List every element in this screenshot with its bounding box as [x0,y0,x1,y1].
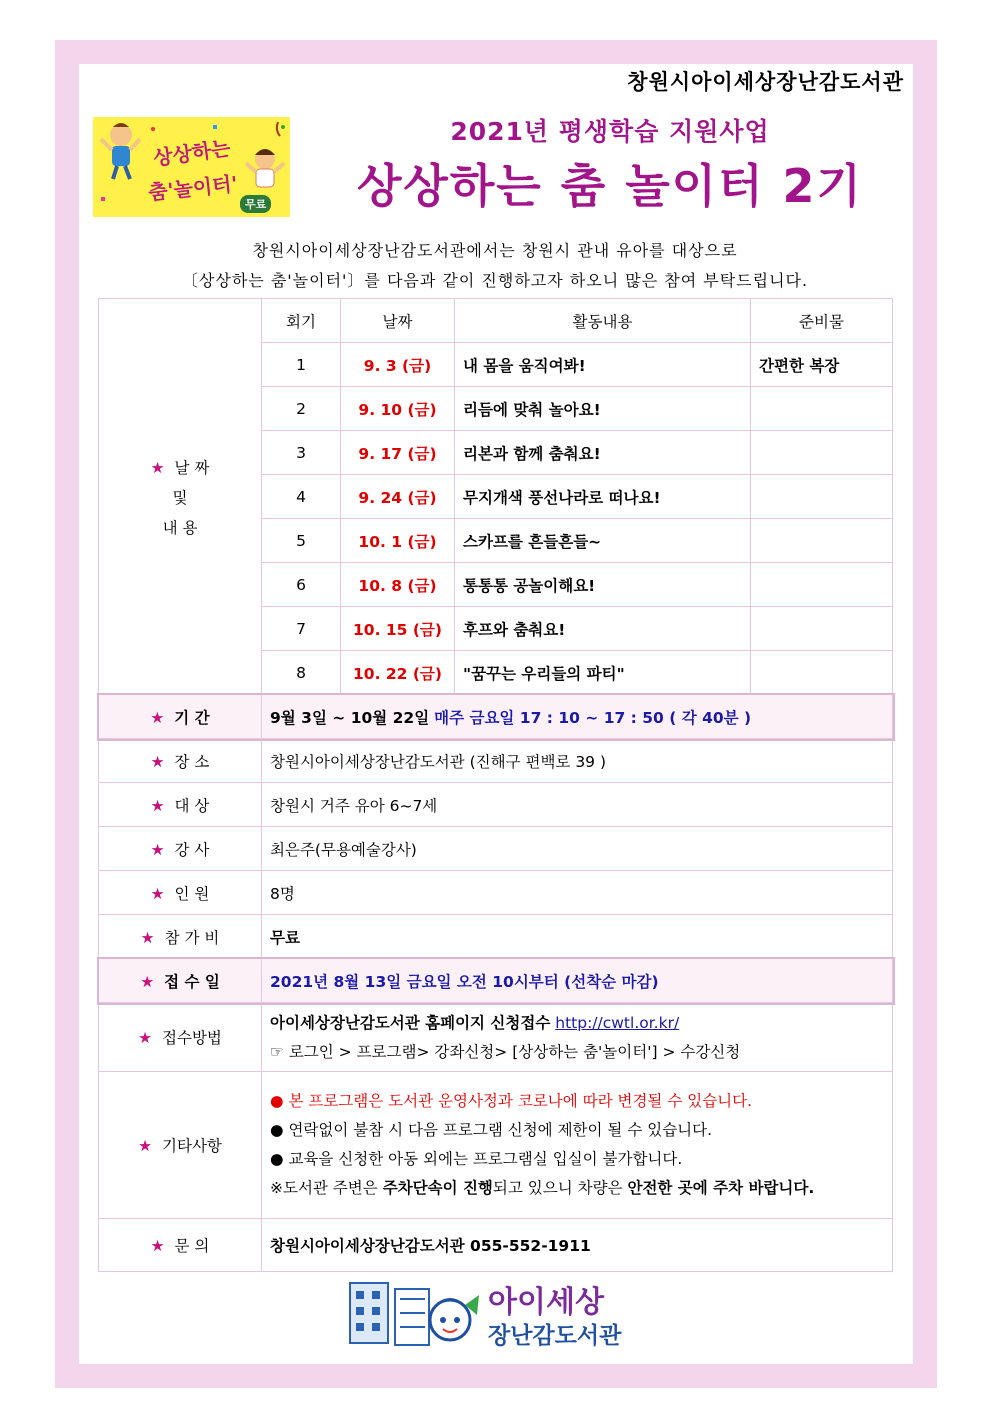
target-value: 창원시 거주 유아 6~7세 [262,783,893,827]
session-date: 9. 24 (금) [341,475,455,519]
method-value-cell [262,1003,893,1072]
session-date: 9. 10 (금) [341,387,455,431]
contact-label-cell [99,1219,262,1272]
session-activity: 스카프를 흔들흔들~ [455,519,751,563]
header-no: 회기 [262,299,341,343]
etc-note-4a: ※도서관 주변은 [270,1179,383,1197]
session-activity: 후프와 춤춰요! [455,607,751,651]
teacher-row [99,827,893,871]
reception-value: 2021년 8월 13일 금요일 오전 10시부터 (선착순 마감) [262,959,893,1003]
place-value: 창원시아이세상장난감도서관 (진해구 편백로 39 ) [262,739,893,783]
session-activity: 리듬에 맞춰 놀아요! [455,387,751,431]
free-badge: 무료 [240,195,271,213]
etc-label-cell [99,1072,262,1219]
footer-logo-bottom: 장난감도서관 [488,1323,622,1349]
session-no: 2 [262,387,341,431]
etc-note-1: ● 본 프로그램은 도서관 운영사정과 코로나에 따라 변경될 수 있습니다. [270,1092,753,1110]
star-icon: ★ [150,884,165,903]
footer-logo-top: 아이세상 [488,1285,604,1320]
schedule-label-line1: 날 짜 [174,458,210,477]
period-label: 기 간 [174,708,210,727]
session-no: 6 [262,563,341,607]
session-date: 10. 22 (금) [341,651,455,695]
etc-label: 기타사항 [162,1137,222,1155]
star-icon: ★ [138,1137,152,1155]
session-activity: 통통통 공놀이해요! [455,563,751,607]
contact-label: 문 의 [174,1237,210,1255]
method-line2: ☞ 로그인 > 프로그램> 강좌신청> [상상하는 춤'놀이터'] > 수강신청 [270,1043,741,1061]
session-prep [751,563,893,607]
fee-label-cell [99,915,262,959]
teacher-label: 강 사 [174,840,210,859]
session-prep [751,607,893,651]
place-label: 장 소 [174,752,210,771]
session-activity: 내 몸을 움직여봐! [455,343,751,387]
session-prep [751,519,893,563]
star-icon: ★ [138,1029,152,1047]
header-prep: 준비물 [751,299,893,343]
session-no: 8 [262,651,341,695]
etc-note-3: ● 교육을 신청한 아동 외에는 프로그램실 입실이 불가합니다. [270,1150,683,1168]
star-icon: ★ [140,972,155,991]
fee-label: 참 가 비 [164,928,220,947]
session-no: 5 [262,519,341,563]
schedule-label [99,299,262,695]
contact-row [99,1219,893,1272]
period-label-cell [99,695,262,739]
session-date: 9. 17 (금) [341,431,455,475]
intro-line2: 〔상상하는 춤'놀이터'〕를 다음과 같이 진행하고자 하오니 많은 참여 부탁드립니다. [181,271,809,290]
session-no: 4 [262,475,341,519]
period-value: 9월 3일 ~ 10월 22일 [270,708,430,727]
star-icon: ★ [150,840,165,859]
header-activity: 활동내용 [455,299,751,343]
session-activity: 리본과 함께 춤춰요! [455,431,751,475]
target-label-cell [99,783,262,827]
method-label-cell [99,1003,262,1072]
session-date: 10. 8 (금) [341,563,455,607]
etc-note-4d: 안전한 곳에 주차 바랍니다. [627,1179,815,1197]
capacity-label: 인 원 [174,884,210,903]
session-prep [751,475,893,519]
star-icon: ★ [150,708,165,727]
star-icon: ★ [150,1237,165,1255]
library-logo [345,1275,645,1355]
homepage-link[interactable]: http://cwtl.or.kr/ [555,1014,680,1032]
schedule-header-row [99,299,893,343]
capacity-value: 8명 [262,871,893,915]
etc-note-4c: 되고 있으니 차량은 [492,1179,628,1197]
star-icon: ★ [140,928,155,947]
logo-line1: 상상하는 [151,135,232,171]
building-icon [345,1275,485,1355]
page-title: 상상하는 춤 놀이터 2기 [357,159,863,213]
method-row [99,1003,893,1072]
session-no: 3 [262,431,341,475]
info-table [98,298,893,1272]
session-activity: 무지개색 풍선나라로 떠나요! [455,475,751,519]
session-no: 7 [262,607,341,651]
capacity-row [99,871,893,915]
library-name: 창원시아이세상장난감도서관 [627,70,904,94]
reception-label-cell [99,959,262,1003]
period-value-cell [262,695,893,739]
star-icon: ★ [150,752,165,771]
session-prep [751,651,893,695]
intro-line1: 창원시아이세상장난감도서관에서는 창원시 관내 유아를 대상으로 [252,241,738,260]
method-line1: 아이세상장난감도서관 홈페이지 신청접수 [270,1014,551,1032]
etc-note-4b: 주차단속이 진행 [382,1179,493,1197]
target-row [99,783,893,827]
capacity-label-cell [99,871,262,915]
target-label: 대 상 [174,796,210,815]
etc-note-4 [270,1174,884,1203]
session-prep: 간편한 복장 [751,343,893,387]
schedule-label-line3: 내 용 [162,518,198,537]
session-date: 10. 15 (금) [341,607,455,651]
method-label: 접수방법 [162,1029,222,1047]
session-activity: "꿈꾸는 우리들의 파티" [455,651,751,695]
session-date: 10. 1 (금) [341,519,455,563]
reception-label: 접 수 일 [164,972,220,991]
session-prep [751,431,893,475]
etc-row [99,1072,893,1219]
etc-note-2: ● 연락없이 불참 시 다음 프로그램 신청에 제한이 될 수 있습니다. [270,1121,713,1139]
logo-line2: 춤'놀이터' [147,171,239,205]
reception-row [99,959,893,1003]
session-prep [751,387,893,431]
subtitle: 2021년 평생학습 지원사업 [450,117,770,146]
fee-row [99,915,893,959]
session-no: 1 [262,343,341,387]
star-icon: ★ [150,796,165,815]
teacher-label-cell [99,827,262,871]
place-row [99,739,893,783]
period-row [99,695,893,739]
place-label-cell [99,739,262,783]
contact-value: 창원시아이세상장난감도서관 055-552-1911 [262,1219,893,1272]
star-icon: ★ [150,458,165,477]
program-logo [93,117,290,217]
session-date: 9. 3 (금) [341,343,455,387]
etc-value-cell [262,1072,893,1219]
schedule-label-line2: 및 [172,488,188,507]
fee-value: 무료 [262,915,893,959]
teacher-value: 최은주(무용예술강사) [262,827,893,871]
header-date: 날짜 [341,299,455,343]
period-time: 매주 금요일 17 : 10 ~ 17 : 50 ( 각 40분 ) [434,708,752,727]
